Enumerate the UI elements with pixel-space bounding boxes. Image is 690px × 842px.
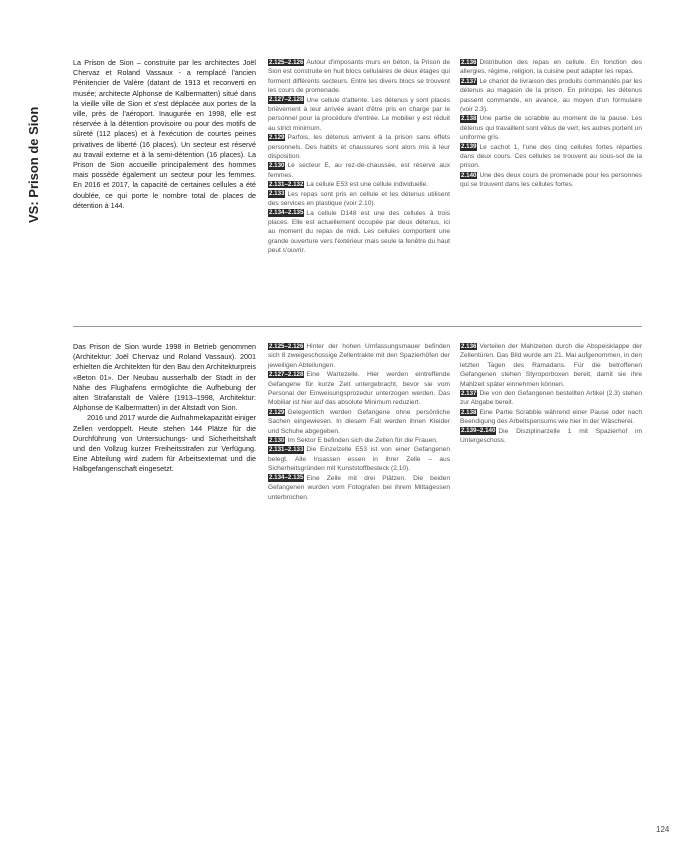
- caption-text: La cellule D148 est une des cellules à trois places. Elle est actuellement occupée par deux détenus, ici au moment du repas de midi. Les cellules comportent une grande ouverture vers l'extérieur mais seule la fenêtre du haut peut s'ouvrir.: [268, 209, 450, 255]
- figure-number-badge: 2.138: [461, 408, 477, 416]
- figure-number-badge: 2.131–2.132: [269, 180, 304, 188]
- section-divider: [73, 326, 642, 327]
- figure-number-badge: 2.140: [461, 171, 477, 179]
- caption: [268, 408, 450, 436]
- french-captions-col3: [460, 58, 642, 190]
- caption-text: Die Einzelzelle E53 ist von einer Gefangenen belegt. Alle Insassen essen in ihrer Zelle – aus Sicherheitsgründen mit Kunststoffbesteck (2.10).: [268, 446, 450, 473]
- german-intro-text-p1: Das Prison de Sion wurde 1998 in Betrieb genommen (Architektur: Joël Chervaz und Roland Vassaux). 2001 erhielten die Architekten für den Bau den Architekturpreis «Beton 01». Der Neubau ausserhalb der Stadt in der Nähe des Flughafens ermöglichte die Aufhebung der alten Strafanstalt de Valère (1913–1998, Architektur: Alphonse de Kalbermatten) in der Altstadt von Sion.: [73, 342, 256, 413]
- caption: [268, 445, 450, 473]
- figure-number-badge: 2.129: [269, 408, 285, 416]
- caption-text: Une partie de scrabble au moment de la pause. Les détenus qui travaillent sont vêtus de vert, les autres portent un uniforme gris.: [460, 115, 642, 142]
- german-captions-col3: [460, 342, 642, 445]
- caption-text: Hinter der hohen Umfassungsmauer befinden sich 8 zweigeschossige Zellentrakte mit den Spazierhöfen der jeweiligen Abteilungen.: [268, 343, 450, 369]
- section-title: VS: Prison de Sion: [26, 106, 41, 223]
- caption: [268, 342, 450, 370]
- figure-number-badge: 2.137: [461, 389, 477, 397]
- caption-text: Les repas sont pris en cellule et les détenus utilisent des services en plastique (voir 2.10).: [268, 190, 450, 208]
- caption: [460, 389, 642, 408]
- figure-number-badge: 2.133: [269, 190, 285, 198]
- caption: [268, 133, 450, 161]
- caption: [460, 114, 642, 142]
- figure-number-badge: 2.139: [461, 143, 477, 151]
- caption: [268, 209, 450, 256]
- figure-number-badge: 2.139–2.140: [461, 427, 496, 435]
- caption-text: Le secteur E, au rez-de-chaussée, est réservé aux femmes.: [268, 162, 450, 179]
- caption-text: Verteilen der Mahlzeiten durch die Abspeisklappe der Zellentüren. Das Bild wurde am 21. Mai aufgenommen, in den letzten Tagen des Ramadans. Für die betroffenen Gefangenen stehen Styroporboxen bereit, damit sie ihre Mahlzeit später einnehmen können.: [460, 343, 642, 388]
- german-intro: [73, 342, 256, 475]
- caption: [460, 143, 642, 171]
- french-intro-text: La Prison de Sion – construite par les architectes Joël Chervaz et Roland Vassaux - a remplacé l'ancien Pénitencier de Valère (datant de 1913 et reconverti en musée; architecte Alphonse de Kalbermatten) situé dans la vieille ville de Sion et s'est déplacée aux portes de la ville, près de l'aéroport. Inaugurée en 1998, elle est réservée à la détention provisoire ou pour des motifs de sûreté (112 places) et à l'exécution de courtes peines privatives de liberté (16 places). Un secteur est réservé au travail externe et à la semi-détention (16 places). La Prison de Sion accueille principalement des hommes mais possède également un secteur pour les femmes. En 2016 et 2017, la capacité de certaines cellules a été doublée, ce qui porte le nombre total de places de détention à 144.: [73, 58, 256, 210]
- caption: [460, 427, 642, 446]
- caption: [268, 161, 450, 180]
- figure-number-badge: 2.127–2.128: [269, 96, 304, 104]
- caption-text: Im Sektor E befinden sich die Zellen für die Frauen.: [287, 437, 438, 445]
- figure-number-badge: 2.130: [269, 436, 285, 444]
- caption-text: Autour d'imposants murs en béton, la Prison de Sion est construite en huit blocs cellulaires de deux étages qui forment différents secteurs. Entre les divers blocs se trouvent les cours de promenade.: [268, 59, 450, 95]
- caption: [460, 408, 642, 427]
- german-intro-text-p2: 2016 und 2017 wurde die Aufnahmekapazität einiger Zellen verdoppelt. Heute stehen 144 Plätze für die Durchführung von Untersuchungs- und Sicherheitshaft und den Vollzug kurzer Freiheitsstrafen zur Verfügung. Eine Abteilung wird zudem für Arbeitsexternat und die Halbgefangenschaft eingesetzt.: [73, 413, 256, 474]
- caption: [268, 370, 450, 408]
- caption-text: Die Disziplinarzelle 1 mit Spazierhof im Untergeschoss.: [460, 427, 642, 445]
- figure-number-badge: 2.125–2.126: [269, 342, 304, 350]
- figure-number-badge: 2.125–2.126: [269, 58, 304, 66]
- caption: [460, 171, 642, 190]
- caption-text: Une des deux cours de promenade pour les personnes qui se trouvent dans les cellules fortes.: [460, 171, 642, 189]
- figure-number-badge: 2.137: [461, 77, 477, 85]
- caption: [268, 190, 450, 209]
- caption: [268, 58, 450, 96]
- caption: [268, 96, 450, 134]
- caption-text: Gelegentlich werden Gefangene ohne persönliche Sachen eingewiesen. In diesem Fall werden ihnen Kleider und Schuhe abgegeben.: [268, 408, 450, 435]
- figure-number-badge: 2.134–2.135: [269, 474, 304, 482]
- caption: [268, 180, 450, 189]
- caption-text: Eine Partie Scrabble während einer Pause oder nach Beendigung des Arbeitspensums wie hier in der Wäscherei.: [460, 408, 642, 426]
- caption: [460, 342, 642, 389]
- german-captions-col2: [268, 342, 450, 502]
- caption: [460, 58, 642, 77]
- caption: [268, 474, 450, 502]
- caption: [268, 436, 450, 445]
- figure-number-badge: 2.127–2.128: [269, 370, 304, 378]
- figure-number-badge: 2.136: [461, 58, 477, 66]
- figure-number-badge: 2.134–2.135: [269, 209, 304, 217]
- caption: [460, 77, 642, 115]
- caption-text: Le chariot de livraison des produits commandés par les détenus au magasin de la prison. En principe, les détenus passent commande, en avance, au moyen d'un formulaire (voir 2.3).: [460, 77, 642, 114]
- caption-text: Parfois, les détenus arrivent à la prison sans effets personnels. Des habits et chaussures sont alors mis à leur disposition.: [268, 134, 450, 161]
- french-intro: [73, 58, 256, 211]
- caption-text: Eine Zelle mit drei Plätzen. Die beiden Gefangenen wurden vom Fotografen bei ihrem Mittagessen unterbrochen.: [268, 474, 450, 501]
- caption-text: Le cachot 1, l'une des cinq cellules fortes réparties dans deux cours. Ces cellules se trouvent au sous-sol de la prison.: [460, 143, 642, 170]
- french-captions-col2: [268, 58, 450, 256]
- caption-text: Eine Wartezelle. Hier werden eintreffende Gefangene für kurze Zeit untergebracht, bevor sie vom Personal der Einweisungsprozedur unterzogen werden. Das Mobiliar ist hier auf das absolute Minimum reduziert.: [268, 371, 450, 407]
- caption-text: Die von den Gefangenen bestellten Artikel (2.3) stehen zur Abgabe bereit.: [460, 390, 642, 407]
- figure-number-badge: 2.130: [269, 162, 285, 170]
- figure-number-badge: 2.129: [269, 133, 285, 141]
- figure-number-badge: 2.131–2.133: [269, 446, 304, 454]
- figure-number-badge: 2.138: [461, 115, 477, 123]
- page-number: 124: [656, 825, 670, 834]
- caption-text: La cellule E53 est une cellule individuelle.: [306, 181, 429, 189]
- caption-text: Une cellule d'attente. Les détenus y sont placés brièvement à leur arrivée avant d'être pris en charge par le personnel pour la procédure d'entrée. Le mobilier y est réduit au strict minimum.: [268, 96, 450, 132]
- figure-number-badge: 2.136: [461, 342, 477, 350]
- caption-text: Distribution des repas en cellule. En fonction des allergies, régime, religion, la cuisine peut adapter les repas.: [460, 59, 642, 76]
